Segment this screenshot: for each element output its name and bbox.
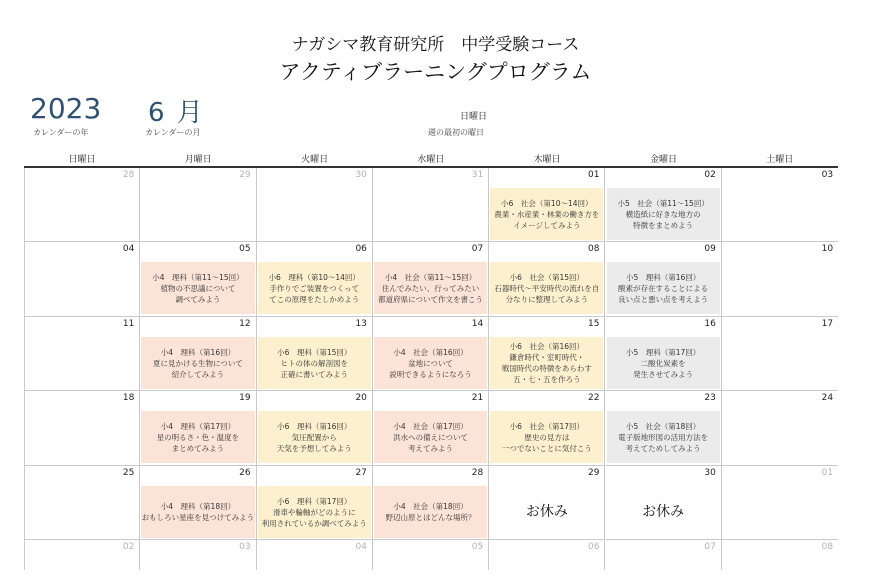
day-cell[interactable] (24, 466, 140, 540)
lesson-event[interactable] (258, 411, 371, 463)
day-cell[interactable] (140, 242, 256, 317)
day-number: 08 (821, 542, 834, 552)
event-text-line: 石器時代～平安時代の流れを自 (494, 283, 600, 293)
day-cell[interactable] (489, 391, 605, 466)
day-cell[interactable] (140, 391, 256, 466)
day-number: 11 (122, 319, 135, 329)
weekday-label: 木曜日 (533, 155, 561, 165)
event-text-line: てこの原理をたしかめよう (269, 294, 360, 304)
event-text-line: 考えてためしてみよう (625, 443, 701, 453)
day-cell[interactable] (373, 242, 489, 317)
day-cell[interactable] (373, 317, 489, 391)
lesson-event[interactable] (607, 337, 720, 389)
day-cell[interactable] (722, 466, 838, 540)
day-cell[interactable] (257, 391, 373, 466)
calendar-year: 2023 (30, 92, 102, 125)
day-number: 27 (355, 468, 367, 478)
lesson-event[interactable] (490, 337, 603, 389)
event-text-line: 洪水への備えについて (393, 432, 468, 442)
year-caption: カレンダーの年 (33, 128, 89, 137)
event-text-line: 夏に見かける生物について (153, 358, 243, 368)
weekday-label: 水曜日 (417, 155, 445, 165)
event-text-line: 小4 社会（第16回） (393, 347, 468, 357)
day-number: 14 (471, 319, 484, 329)
weekday-label: 火曜日 (301, 155, 329, 165)
day-cell[interactable] (257, 168, 373, 242)
day-number: 10 (821, 244, 834, 254)
event-text-line: 小6 理科（第15回） (277, 347, 352, 357)
day-cell[interactable] (606, 540, 722, 570)
event-text-line: 小4 理科（第18回） (160, 502, 236, 511)
event-text-line: 紹介してみよう (171, 369, 225, 379)
day-number: 07 (471, 244, 484, 254)
event-text-line: 都道府県について作文を書こう (378, 294, 483, 304)
calendar-grid (24, 152, 838, 572)
event-text-line: お休み (525, 503, 568, 520)
day-number: 06 (588, 542, 600, 552)
day-number: 13 (355, 319, 367, 329)
calendar-month: 6 月 (148, 98, 205, 128)
event-text-line: 植物の不思議について (160, 283, 236, 293)
event-text-line: 小6 理科（第10～14回） (268, 272, 360, 282)
event-text-line: 天気を予想してみよう (276, 443, 352, 453)
day-cell[interactable] (722, 168, 838, 242)
day-cell[interactable] (24, 540, 140, 570)
weekday-label: 月曜日 (184, 155, 212, 165)
event-text-line: 農業・水産業・林業の働き方を (494, 209, 600, 219)
day-cell[interactable] (140, 168, 256, 242)
event-text-line: 手作りでご装置をつくって (269, 283, 360, 293)
day-number: 30 (355, 170, 367, 180)
lesson-event[interactable] (607, 262, 720, 314)
event-text-line: 滑車や輪軸がどのように (272, 507, 356, 517)
day-cell[interactable] (140, 540, 256, 570)
event-text-line: 特徴をまとめよう (633, 220, 694, 230)
day-cell[interactable] (257, 466, 373, 540)
weekday-label: 土曜日 (766, 155, 794, 165)
day-number: 24 (821, 393, 834, 403)
school-title: ナガシマ教育研究所 中学受験コース (291, 35, 580, 55)
event-text-line: 一つでないことに気付こう (501, 443, 592, 453)
day-cell[interactable] (606, 391, 722, 466)
lesson-event[interactable] (490, 188, 603, 240)
day-cell[interactable] (257, 317, 373, 391)
event-text-line: 小6 理科（第17回） (277, 496, 352, 506)
day-cell[interactable] (722, 317, 838, 391)
lesson-event[interactable] (374, 486, 487, 538)
day-cell[interactable] (489, 168, 605, 242)
event-text-line: おもしろい星座を見つけてみよう (141, 513, 255, 522)
event-text-line: 小6 社会（第16回） (509, 342, 584, 351)
event-text-line: 気圧配置から (291, 432, 337, 442)
event-text-line: 利用されているか調べてみよう (261, 518, 367, 528)
week-start-day: 日曜日 (460, 112, 488, 122)
event-text-line: 小4 理科（第17回） (160, 421, 236, 431)
event-text-line: 正確に書いてみよう (280, 369, 348, 379)
day-cell[interactable] (373, 540, 489, 570)
event-text-line: 盆地について (408, 358, 453, 368)
day-cell[interactable] (606, 317, 722, 391)
event-text-line: 小5 社会（第18回） (625, 421, 701, 431)
lesson-event[interactable] (607, 411, 720, 463)
day-number: 08 (588, 244, 600, 254)
day-cell[interactable] (722, 540, 838, 570)
event-text-line: 小6 社会（第15回） (509, 272, 584, 282)
event-text-line: 小6 社会（第17回） (509, 421, 584, 431)
day-cell[interactable] (140, 317, 256, 391)
day-number: 05 (471, 542, 484, 552)
event-text-line: 小4 理科（第11～15回） (152, 272, 244, 282)
event-text-line: 小4 社会（第11～15回） (384, 272, 477, 282)
weekday-label: 日曜日 (68, 155, 96, 165)
day-cell[interactable] (489, 540, 605, 570)
lesson-event[interactable] (490, 262, 603, 314)
day-cell[interactable] (606, 242, 722, 317)
lesson-event[interactable] (258, 337, 371, 389)
event-text-line: 小5 社会（第11～15回） (617, 198, 709, 208)
day-number: 20 (355, 393, 367, 403)
day-off-label[interactable] (607, 486, 720, 538)
day-cell[interactable] (489, 466, 605, 540)
day-number: 29 (239, 170, 251, 180)
day-number: 22 (588, 393, 600, 403)
day-cell[interactable] (373, 466, 489, 540)
event-text-line: 野辺山原とはどんな場所？ (385, 513, 476, 522)
day-number: 18 (122, 393, 135, 403)
event-text-line: 星の明るさ・色・温度を (156, 432, 240, 442)
day-number: 28 (471, 468, 484, 478)
lesson-event[interactable] (374, 411, 487, 463)
day-cell[interactable] (257, 242, 373, 317)
day-number: 03 (821, 170, 834, 180)
program-title: アクティブラーニングプログラム (279, 60, 592, 84)
month-caption: カレンダーの月 (145, 128, 201, 137)
lesson-event[interactable] (607, 188, 720, 240)
day-cell[interactable] (722, 242, 838, 317)
day-cell[interactable] (489, 242, 605, 317)
day-number: 02 (122, 542, 135, 552)
event-text-line: 電子版地形図の活用方法を (618, 432, 709, 442)
day-number: 12 (239, 319, 251, 329)
day-cell[interactable] (373, 168, 489, 242)
day-number: 01 (821, 468, 834, 478)
event-text-line: 小6 社会（第10～14回） (501, 198, 593, 208)
event-text-line: 小4 社会（第17回） (393, 421, 468, 431)
day-number: 30 (704, 468, 716, 478)
event-text-line: まとめてみよう (171, 443, 225, 453)
lesson-event[interactable] (374, 262, 487, 314)
day-number: 07 (704, 542, 716, 552)
event-text-line: 住んでみたい、行ってみたい (381, 283, 480, 293)
event-text-line: イメージしてみよう (513, 220, 581, 230)
event-text-line: 小6 理科（第16回） (277, 421, 352, 431)
day-number: 06 (355, 244, 367, 254)
day-number: 19 (239, 393, 251, 403)
lesson-event[interactable] (141, 337, 254, 389)
event-text-line: 説明できるようになろう (389, 369, 472, 379)
day-cell[interactable] (24, 391, 140, 466)
lesson-event[interactable] (258, 486, 371, 538)
day-number: 01 (588, 170, 600, 180)
day-number: 31 (471, 170, 484, 180)
day-cell[interactable] (606, 466, 722, 540)
event-text-line: 鎌倉時代・室町時代・ (509, 353, 585, 362)
day-off-label[interactable] (490, 486, 603, 538)
day-number: 03 (239, 542, 251, 552)
event-text-line: 小4 社会（第18回） (393, 502, 468, 511)
event-text-line: 小4 理科（第16回） (160, 347, 236, 357)
event-text-line: お休み (642, 503, 685, 520)
day-number: 23 (704, 393, 716, 403)
lesson-event[interactable] (141, 262, 254, 314)
day-cell[interactable] (606, 168, 722, 242)
day-number: 28 (122, 170, 135, 180)
day-cell[interactable] (24, 317, 140, 391)
day-cell[interactable] (24, 168, 140, 242)
event-text-line: ヒトの体の解剖図を (280, 358, 348, 368)
event-text-line: 調べてみよう (175, 294, 221, 304)
event-text-line: 良い点と悪い点を考えよう (618, 294, 709, 304)
day-number: 09 (704, 244, 716, 254)
day-number: 25 (122, 468, 135, 478)
event-text-line: 五・七・五を作ろう (513, 375, 581, 384)
event-text-line: 小5 理科（第16回） (625, 272, 701, 282)
day-number: 16 (704, 319, 716, 329)
day-number: 26 (239, 468, 251, 478)
day-cell[interactable] (489, 317, 605, 391)
lesson-event[interactable] (490, 411, 603, 463)
day-number: 04 (355, 542, 367, 552)
event-text-line: 戦国時代の特徴をあらわす (501, 364, 592, 373)
event-text-line: 二酸化炭素を (640, 358, 686, 368)
day-cell[interactable] (24, 242, 140, 317)
day-cell[interactable] (373, 391, 489, 466)
event-text-line: 小5 理科（第17回） (625, 347, 701, 357)
day-cell[interactable] (140, 466, 256, 540)
day-cell[interactable] (722, 391, 838, 466)
event-text-line: 発生させてみよう (633, 369, 694, 379)
lesson-event[interactable] (374, 337, 487, 389)
weekday-label: 金曜日 (649, 155, 677, 165)
event-text-line: 考えてみよう (408, 443, 454, 453)
event-text-line: 酸素が存在することによる (618, 283, 709, 293)
event-text-line: 分なりに整理してみよう (505, 294, 589, 304)
event-text-line: 横造紙に好きな地方の (625, 209, 701, 219)
event-text-line: 歴史の見方は (524, 432, 570, 442)
day-number: 17 (821, 319, 834, 329)
day-number: 21 (471, 393, 484, 403)
day-cell[interactable] (257, 540, 373, 570)
day-number: 15 (588, 319, 600, 329)
day-number: 02 (704, 170, 716, 180)
lesson-event[interactable] (141, 411, 254, 463)
week-start-caption: 週の最初の曜日 (428, 128, 484, 137)
weekday-header (24, 152, 838, 166)
day-number: 29 (588, 468, 600, 478)
day-number: 05 (239, 244, 251, 254)
day-number: 04 (122, 244, 135, 254)
lesson-event[interactable] (258, 262, 371, 314)
lesson-event[interactable] (141, 486, 254, 538)
